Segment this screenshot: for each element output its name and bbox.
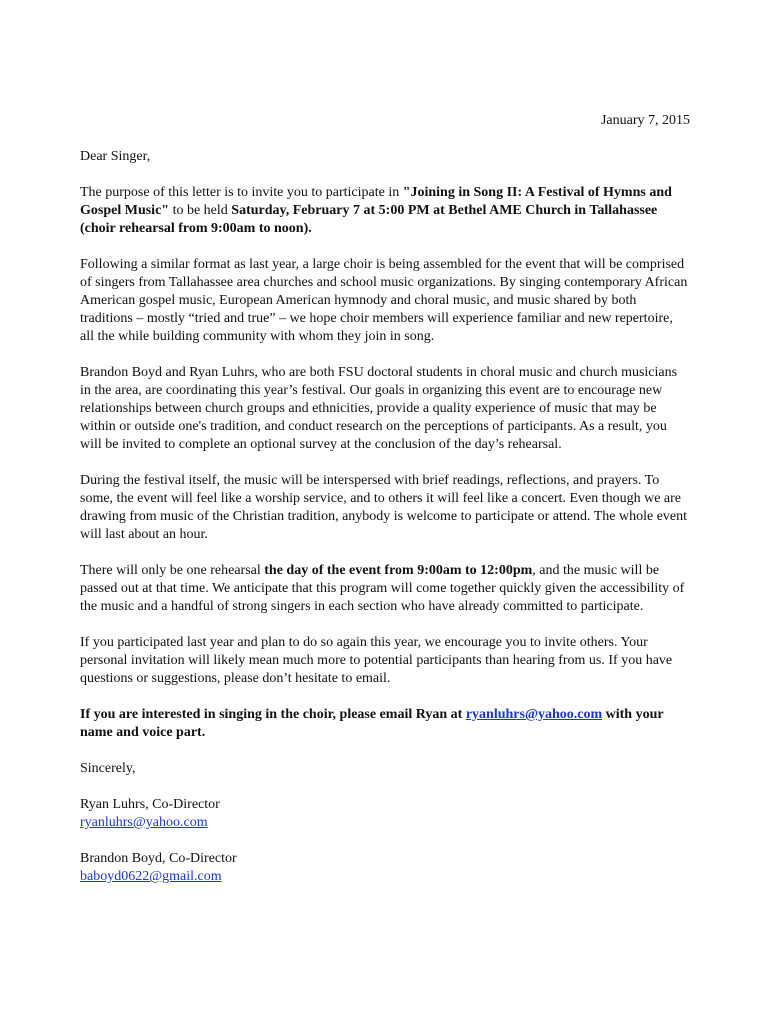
event-title: "Joining in Song II: A Festival of Hymns and Gospel Music" — [80, 185, 672, 218]
signer-name: Brandon Boyd, Co-Director — [80, 851, 237, 866]
invitation-text-1: The purpose of this letter is to invite you to participate in — [80, 185, 403, 200]
letter-page — [80, 112, 690, 886]
paragraph-invitation — [80, 184, 690, 238]
signer-email-link[interactable]: baboyd0622@gmail.com — [80, 869, 222, 884]
rehearsal-text-2: , and the music will be passed out at that time. We anticipate that this program will come together quickly given the accessibility of the music and a handful of strong singers in each section who have already committed to participate. — [80, 563, 685, 614]
signature-brandon — [80, 850, 690, 886]
cta-text — [80, 707, 663, 740]
rehearsal-time: the day of the event from 9:00am to 12:00pm — [264, 563, 533, 578]
closing: Sincerely, — [80, 761, 136, 776]
paragraph-rehearsal — [80, 562, 690, 616]
signature-ryan — [80, 796, 690, 832]
paragraph-call-to-action — [80, 706, 690, 742]
paragraph-festival: During the festival itself, the music will be interspersed with brief readings, reflections, and prayers. To some, the event will feel like a worship service, and to others it will feel like a concert. Even though we are drawing from music of the Christian tradition, anybody is welcome to participate or attend. The whole event will last about an hour. — [80, 473, 688, 542]
signer-email-link[interactable]: ryanluhrs@yahoo.com — [80, 815, 208, 830]
letter-date: January 7, 2015 — [600, 113, 690, 128]
rehearsal-text-1: There will only be one rehearsal — [80, 563, 265, 578]
invitation-text-2: to be held — [169, 203, 232, 218]
paragraph-format: Following a similar format as last year, a large choir is being assembled for the event that will be comprised of singers from Tallahassee area churches and school music organizations. By singing contemporary African American gospel music, European American hymnody and choral music, and music shared by both traditions – mostly “tried and true” – we hope choir members will experience familiar and new repertoire, all the while building community with whom they join in song. — [80, 257, 688, 344]
cta-text-2: with your name and voice part. — [80, 707, 664, 740]
cta-text-1: If you are interested in singing in the choir, please email Ryan at — [80, 707, 466, 722]
event-date-location: Saturday, February 7 at 5:00 PM at Bethel AME Church in Tallahassee (choir rehearsal from 9:00am to noon). — [80, 203, 658, 236]
cta-email-link[interactable]: ryanluhrs@yahoo.com — [465, 707, 603, 722]
paragraph-invite-others: If you participated last year and plan to do so again this year, we encourage you to invite others. Your personal invitation will likely mean much more to potential participants than hearing from us. If you have questions or suggestions, please don’t hesitate to email. — [80, 635, 673, 686]
paragraph-organizers: Brandon Boyd and Ryan Luhrs, who are both FSU doctoral students in choral music and church musicians in the area, are coordinating this year’s festival. Our goals in organizing this event are to encourage new relationships between church groups and ethnicities, provide a quality experience of music that may be within or outside one's tradition, and conduct research on the perceptions of participants. As a result, you will be invited to complete an optional survey at the conclusion of the day’s rehearsal. — [80, 365, 678, 452]
signer-name: Ryan Luhrs, Co-Director — [80, 797, 220, 812]
salutation: Dear Singer, — [80, 149, 151, 164]
